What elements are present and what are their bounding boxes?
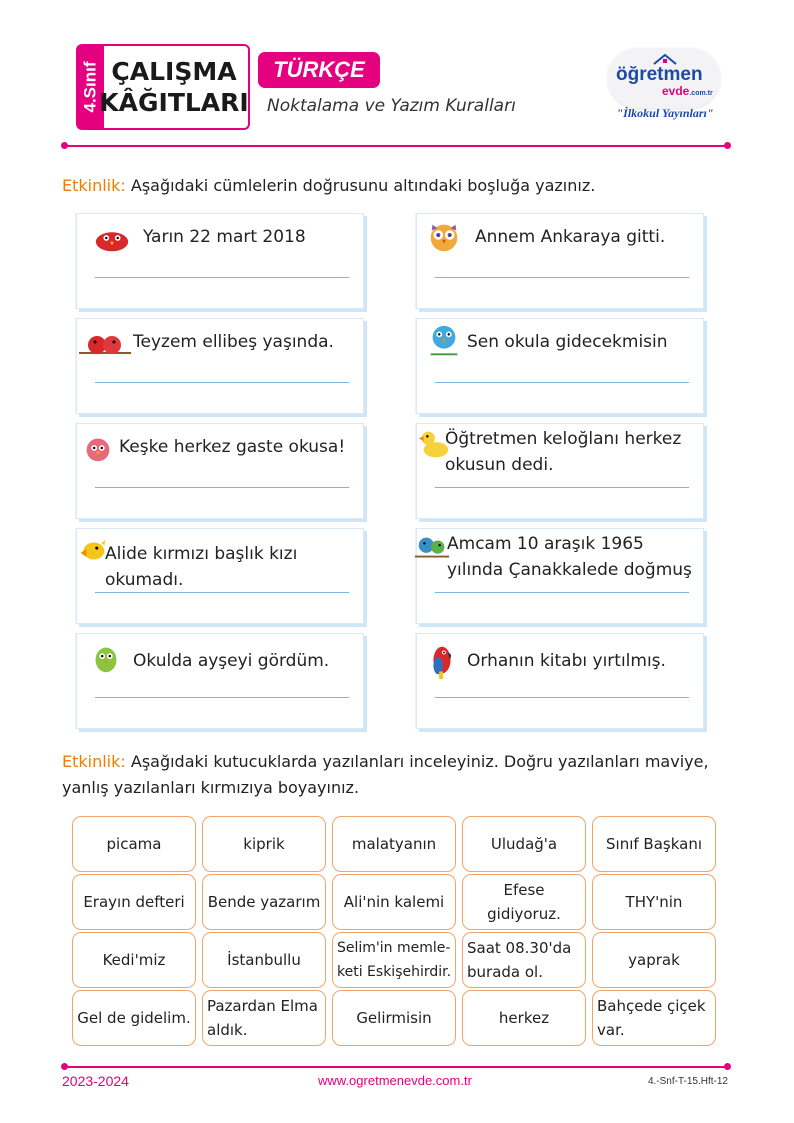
answer-line[interactable] [95, 697, 349, 698]
sentence-text: Öğtretmen keloğlanı herkez okusun dedi. [445, 429, 682, 475]
subject-badge: TÜRKÇE [258, 52, 380, 88]
sentence-text: Orhanın kitabı yırtılmış. [467, 651, 666, 671]
green-bird-icon [87, 640, 125, 676]
sentence-text: Annem Ankaraya gitti. [475, 227, 666, 247]
footer-code: 4.-Snf-T-15.Hft-12 [647, 1076, 728, 1087]
answer-line[interactable] [435, 382, 689, 383]
answer-line[interactable] [95, 277, 349, 278]
activity-1-instruction: Etkinlik: Aşağıdaki cümlelerin doğrusunu altındaki boşluğa yazınız. [62, 176, 596, 195]
logo-sub-text: evde.com.tr [662, 84, 713, 98]
answer-line[interactable] [435, 277, 689, 278]
sentence-card [76, 318, 364, 414]
worksheet-title [100, 44, 250, 130]
word-box[interactable]: Ali'nin kalemi [332, 874, 456, 930]
answer-line[interactable] [95, 592, 349, 593]
title-line-2: KÂĞITLARI [99, 88, 249, 117]
word-box[interactable]: Kedi'miz [72, 932, 196, 988]
footer-url[interactable]: www.ogretmenevde.com.tr [318, 1073, 472, 1088]
word-box[interactable]: Efese gidiyoruz. [462, 874, 586, 930]
sentence-card [416, 528, 704, 624]
logo-main-text: öğretmen [616, 64, 703, 85]
answer-line[interactable] [95, 487, 349, 488]
sentence-card [76, 633, 364, 729]
activity-label: Etkinlik: [62, 176, 126, 195]
word-box[interactable]: kiprik [202, 816, 326, 872]
answer-line[interactable] [435, 697, 689, 698]
pink-bird-icon [79, 430, 117, 466]
footer-dot-right [724, 1063, 731, 1070]
red-birds-icon [93, 220, 131, 256]
answer-line[interactable] [435, 592, 689, 593]
sentence-text: Sen okula gidecekmisin [467, 332, 668, 352]
logo-tagline: "İlkokul Yayınları" [616, 106, 714, 120]
word-box[interactable]: Uludağ'a [462, 816, 586, 872]
sentence-card [76, 423, 364, 519]
divider-dot-right [724, 142, 731, 149]
word-box[interactable]: Erayın defteri [72, 874, 196, 930]
birds-on-branch-icon [79, 323, 131, 359]
sentence-text: Yarın 22 mart 2018 [143, 227, 306, 247]
word-box[interactable]: herkez [462, 990, 586, 1046]
publisher-logo [602, 40, 726, 132]
sentence-text: Keşke herkez gaste okusa! [119, 437, 346, 457]
word-box[interactable]: Gel de gidelim. [72, 990, 196, 1046]
footer-divider [64, 1066, 728, 1068]
word-box[interactable]: Bende yazarım [202, 874, 326, 930]
word-box[interactable]: yaprak [592, 932, 716, 988]
bird-on-branch-icon [413, 531, 451, 567]
sentence-text: Amcam 10 araşık 1965 yılında Çanakkalede doğmuş [447, 534, 692, 580]
title-line-1: ÇALIŞMA [111, 57, 237, 86]
word-box[interactable]: Saat 08.30'da burada ol. [462, 932, 586, 988]
sentence-card [76, 213, 364, 309]
footer-dot-left [61, 1063, 68, 1070]
owl-icon [425, 218, 463, 254]
word-box[interactable]: Pazardan Elma aldık. [202, 990, 326, 1046]
answer-line[interactable] [95, 382, 349, 383]
parrot-icon [423, 640, 461, 682]
answer-line[interactable] [435, 487, 689, 488]
word-box[interactable]: Selim'in memle-keti Eskişehirdir. [332, 932, 456, 988]
divider-dot-left [61, 142, 68, 149]
word-box[interactable]: Gelirmisin [332, 990, 456, 1046]
activity-2-instruction: Etkinlik: Aşağıdaki kutucuklarda yazılanları inceleyiniz. Doğru yazılanları maviye, yanlış yazılanları kırmızıya boyayınız. [62, 752, 709, 797]
sentence-text: Alide kırmızı başlık kızı okumadı. [105, 544, 298, 590]
sentence-card [76, 528, 364, 624]
word-box[interactable]: picama [72, 816, 196, 872]
grade-label: 4.Sınıf [80, 61, 100, 113]
word-box[interactable]: Bahçede çiçek var. [592, 990, 716, 1046]
word-box[interactable]: THY'nin [592, 874, 716, 930]
sentence-text: Teyzem ellibeş yaşında. [133, 332, 334, 352]
header-divider [64, 145, 728, 147]
sentence-card [416, 633, 704, 729]
sentence-card [416, 318, 704, 414]
word-box[interactable]: İstanbullu [202, 932, 326, 988]
activity-label: Etkinlik: [62, 752, 126, 771]
topic-title: Noktalama ve Yazım Kuralları [267, 96, 516, 116]
footer-year: 2023-2024 [62, 1073, 129, 1089]
sentence-text: Okulda ayşeyi gördüm. [133, 651, 330, 671]
word-box[interactable]: malatyanın [332, 816, 456, 872]
blue-bird-icon [425, 321, 463, 363]
sentence-card [416, 423, 704, 519]
sentence-card [416, 213, 704, 309]
word-box[interactable]: Sınıf Başkanı [592, 816, 716, 872]
